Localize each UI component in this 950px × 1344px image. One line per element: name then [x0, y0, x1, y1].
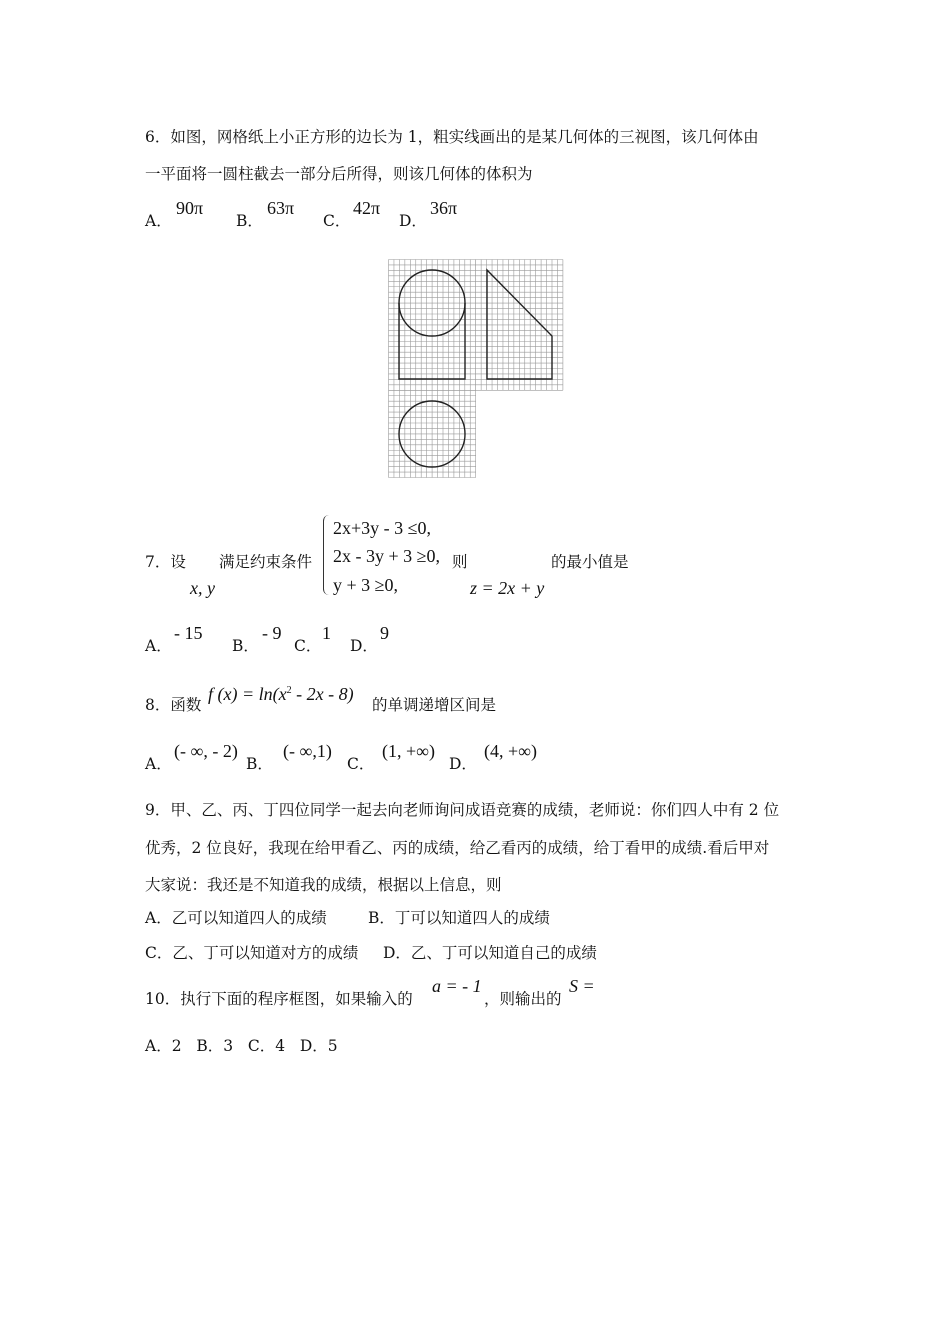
q6-line2: 一平面将一圆柱截去一部分后所得，则该几何体的体积为 [145, 165, 533, 183]
q6-option-d-label: D． [399, 212, 427, 230]
q9-option-c: C．乙、丁可以知道对方的成绩 [145, 944, 359, 962]
q7-constraint-2: 2x - 3y + 3 ≥0, [333, 546, 441, 566]
q10-output: S = [569, 976, 595, 996]
q7-option-b-value: - 9 [262, 623, 282, 643]
q8-option-a-label: A． [145, 755, 172, 773]
grid-bottom [389, 390, 476, 477]
q8-function-main: f (x) = ln(x [208, 684, 287, 704]
three-view-figure [388, 259, 564, 479]
q8-function-rest: - 2x - 8) [291, 684, 354, 704]
q7-then: 则 [452, 553, 468, 571]
grid-top-left [389, 260, 476, 391]
q7-brace [323, 515, 332, 595]
q8-option-b-value: (- ∞,1) [283, 741, 332, 761]
q10-options: A．2 B．3 C．4 D．5 [145, 1037, 338, 1055]
q7-constraint-1: 2x+3y - 3 ≤0, [333, 518, 432, 538]
q10-middle: ，则输出的 [484, 990, 562, 1008]
q9-option-b: B．丁可以知道四人的成绩 [368, 909, 550, 927]
q8-option-d-value: (4, +∞) [484, 741, 537, 761]
q8-option-a-value: (- ∞, - 2) [174, 741, 238, 761]
q8-prefix: 8．函数 [145, 696, 202, 714]
q9-option-a: A．乙可以知道四人的成绩 [145, 909, 327, 927]
q6-option-c-label: C． [323, 212, 351, 230]
q7-variables: x, y [190, 578, 215, 598]
q7-option-b-label: B． [232, 637, 259, 655]
q7-option-d-label: D． [350, 637, 378, 655]
q7-option-a-label: A． [145, 637, 172, 655]
q7-constraint-3: y + 3 ≥0, [333, 575, 399, 595]
q7-objective: z = 2x + y [470, 578, 545, 598]
q6-option-d-value: 36π [430, 198, 458, 218]
q6-option-a-value: 90π [176, 198, 204, 218]
q6-option-c-value: 42π [353, 198, 381, 218]
q10-prefix: 10．执行下面的程序框图，如果输入的 [145, 990, 413, 1008]
q6-option-a-label: A． [145, 212, 172, 230]
q7-prefix: 7．设 [145, 553, 186, 571]
q8-option-c-value: (1, +∞) [382, 741, 435, 761]
q7-condition-text: 满足约束条件 [219, 553, 313, 571]
q6-option-b-label: B． [236, 212, 263, 230]
q8-function [208, 685, 354, 703]
q7-option-c-value: 1 [322, 623, 331, 643]
q9-option-d: D．乙、丁可以知道自己的成绩 [383, 944, 597, 962]
q8-option-b-label: B． [246, 755, 273, 773]
q8-option-c-label: C． [347, 755, 375, 773]
grid-top-right [476, 260, 563, 391]
q7-suffix: 的最小值是 [551, 553, 629, 571]
q10-input: a = - 1 [432, 976, 482, 996]
q9-line1: 9．甲、乙、丙、丁四位同学一起去向老师询问成语竞赛的成绩，老师说：你们四人中有 2 位 [145, 801, 780, 819]
q8-option-d-label: D． [449, 755, 477, 773]
q6-line1: 6．如图，网格纸上小正方形的边长为 1，粗实线画出的是某几何体的三视图，该几何体由 [145, 128, 759, 146]
q7-option-d-value: 9 [380, 623, 389, 643]
q7-option-a-value: - 15 [174, 623, 203, 643]
q8-function-exponent: 2 [286, 685, 292, 696]
q9-line3: 大家说：我还是不知道我的成绩，根据以上信息，则 [145, 876, 502, 894]
q9-line2: 优秀，2 位良好，我现在给甲看乙、丙的成绩，给乙看丙的成绩，给丁看甲的成绩.看后甲对 [145, 839, 770, 857]
q7-option-c-label: C． [294, 637, 322, 655]
q8-suffix: 的单调递增区间是 [372, 696, 497, 714]
q6-option-b-value: 63π [267, 198, 295, 218]
